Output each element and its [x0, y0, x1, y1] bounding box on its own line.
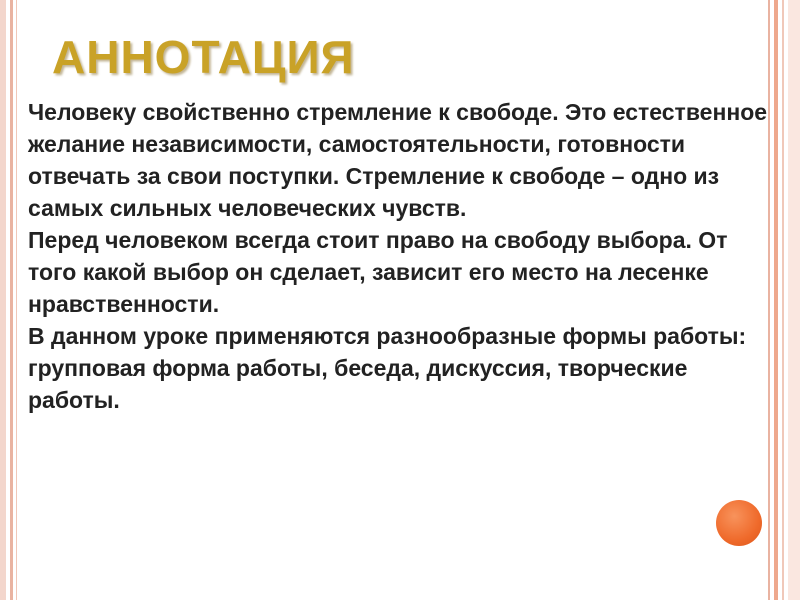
- paragraph-lesson-forms: В данном уроке применяются разнообразные формы работы: групповая форма работы, беседа, дискуссия, творческие работы.: [28, 323, 747, 413]
- right-decorative-stripe: [774, 0, 778, 600]
- left-decorative-stripe: [16, 0, 17, 600]
- paragraph-choice: Перед человеком всегда стоит право на свободу выбора. От того какой выбор он сделает, зависит его место на лесенке нравственности.: [28, 227, 728, 317]
- decorative-circle-icon: [716, 500, 762, 546]
- paragraph-freedom: Человеку свойственно стремление к свободе. Это естественное желание независимости, самостоятельности, готовности отвечать за свои поступки. Стремление к свободе – одно из самых сильных человеческих чувств.: [28, 99, 768, 221]
- right-decorative-stripe: [782, 0, 784, 600]
- right-decorative-stripe: [788, 0, 800, 600]
- slide-body: [28, 96, 774, 416]
- left-decorative-stripe: [0, 0, 6, 600]
- slide-title: АННОТАЦИЯ: [52, 31, 355, 83]
- left-decorative-stripe: [10, 0, 13, 600]
